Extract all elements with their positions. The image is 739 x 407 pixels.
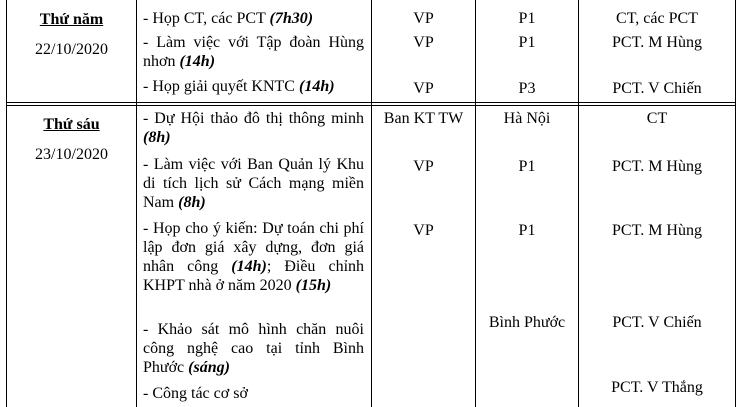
task-unit: Ban KT TW bbox=[383, 110, 464, 127]
task-time: (7h30) bbox=[269, 10, 314, 27]
task-time: (8h) bbox=[143, 129, 171, 146]
task-item bbox=[143, 219, 364, 295]
task-item bbox=[143, 33, 364, 71]
task-text: - Họp CT, các PCT bbox=[143, 10, 270, 27]
task-text: - Dự Hội thảo đô thị thông minh bbox=[143, 110, 364, 127]
day-date: 23/10/2020 bbox=[35, 146, 108, 163]
task-time: (14h) bbox=[231, 258, 267, 275]
task-text: - Họp giải quyết KNTC bbox=[143, 78, 299, 95]
task-item bbox=[143, 320, 364, 377]
task-unit: VP bbox=[413, 10, 434, 27]
day-date: 22/10/2020 bbox=[35, 41, 108, 58]
task-text: - Công tác cơ sở bbox=[143, 385, 248, 402]
task-person: PCT. M Hùng bbox=[612, 158, 702, 175]
task-item bbox=[143, 109, 364, 147]
task-time: (8h) bbox=[178, 194, 206, 211]
task-time: (15h) bbox=[295, 277, 332, 294]
day-name: Thứ năm bbox=[39, 11, 104, 28]
task-place: P1 bbox=[518, 10, 536, 27]
task-unit: VP bbox=[413, 34, 434, 51]
task-time: (14h) bbox=[179, 53, 216, 70]
task-person: PCT. M Hùng bbox=[612, 222, 702, 239]
column-divider bbox=[475, 0, 476, 407]
task-text: - Làm việc với Ban Quản lý Khu di tích lịch sử Cách mạng miền Nam bbox=[143, 156, 364, 211]
task-place: P1 bbox=[518, 222, 536, 239]
task-person: PCT. V Chiến bbox=[612, 314, 702, 331]
task-person: CT bbox=[646, 110, 668, 127]
task-unit: VP bbox=[413, 80, 434, 97]
row-divider bbox=[6, 105, 736, 106]
task-place: Hà Nội bbox=[503, 110, 551, 127]
task-text: - Họp cho ý kiến: Dự toán chi phí lập đơn giá xây dựng, đơn giá nhân công bbox=[143, 220, 364, 275]
task-place: Bình Phước bbox=[488, 314, 566, 331]
column-divider bbox=[578, 0, 579, 407]
task-item bbox=[143, 9, 364, 28]
task-unit: VP bbox=[413, 222, 434, 239]
day-cell bbox=[7, 10, 136, 60]
row-divider bbox=[6, 102, 736, 103]
task-unit: VP bbox=[413, 158, 434, 175]
task-item bbox=[143, 155, 364, 212]
task-text: - Khảo sát mô hình chăn nuôi công nghệ cao tại tỉnh Bình Phước bbox=[143, 321, 364, 376]
task-person: PCT. V Thắng bbox=[611, 379, 703, 396]
task-place: P1 bbox=[518, 158, 536, 175]
task-item bbox=[143, 77, 364, 96]
task-person: PCT. V Chiến bbox=[612, 80, 702, 97]
task-time: (sáng) bbox=[188, 359, 230, 376]
day-name: Thứ sáu bbox=[43, 116, 100, 133]
task-time: (14h) bbox=[298, 78, 335, 95]
task-person: CT, các PCT bbox=[616, 10, 698, 27]
task-place: P1 bbox=[518, 34, 536, 51]
task-item bbox=[143, 384, 364, 403]
task-place: P3 bbox=[518, 80, 536, 97]
day-cell bbox=[7, 115, 136, 165]
task-person: PCT. M Hùng bbox=[612, 34, 702, 51]
table-border-left bbox=[6, 0, 7, 407]
task-text: - Làm việc với Tập đoàn Hùng nhơn bbox=[143, 34, 364, 70]
task-text-continued: ; Điều chỉnh KHPT nhà ở năm 2020 bbox=[143, 258, 365, 294]
column-divider bbox=[371, 0, 372, 407]
column-divider bbox=[136, 0, 137, 407]
table-border-right bbox=[735, 0, 736, 407]
